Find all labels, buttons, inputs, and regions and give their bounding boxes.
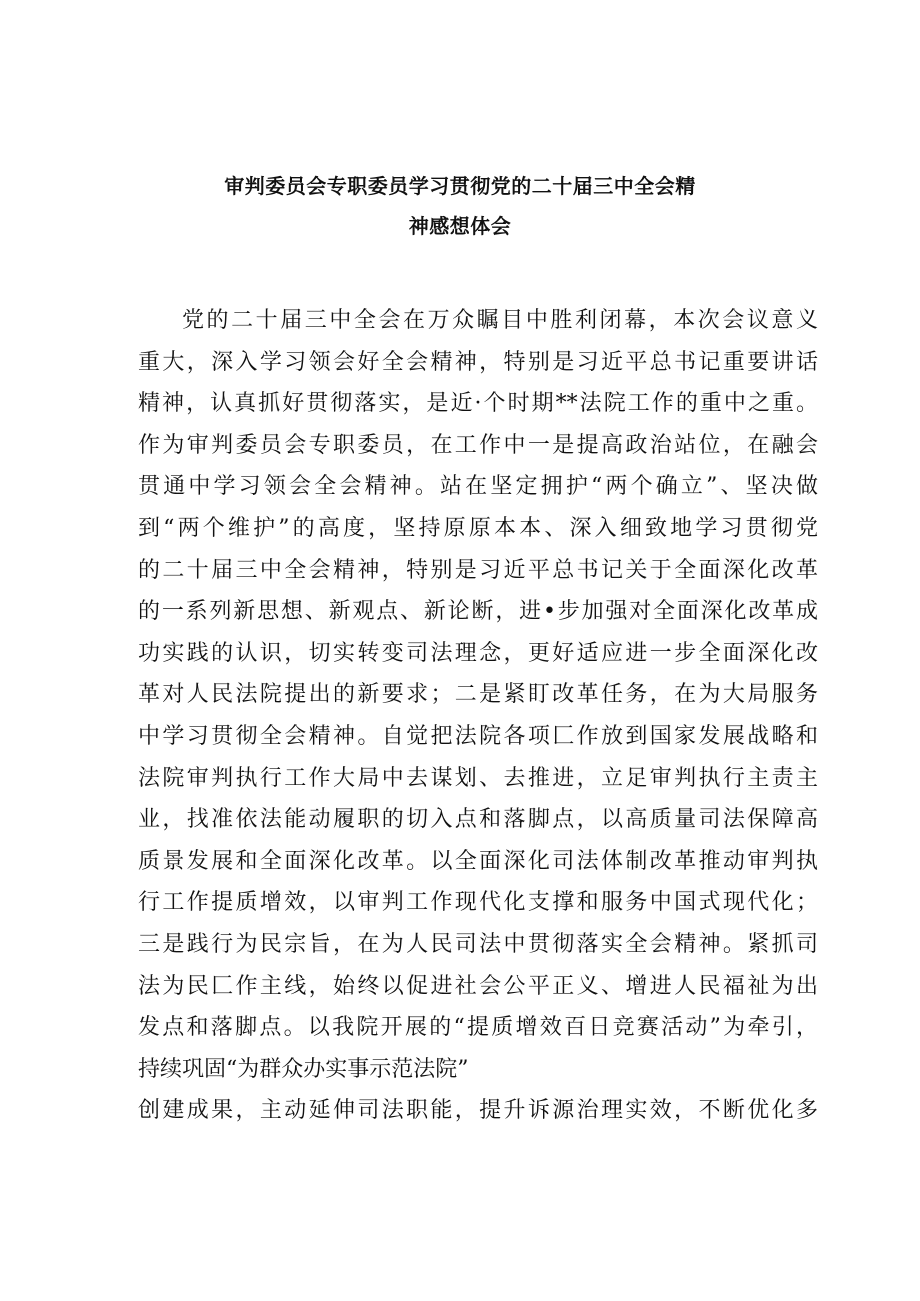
body-line: 的一系列新思想、新观点、新论断，进•步加强对全面深化改革成 <box>138 599 818 625</box>
document-title-line-2: 神感想体会 <box>408 214 512 238</box>
body-line: 创建成果，主动延伸司法职能，提升诉源治理实效，不断优化多 <box>138 1098 818 1124</box>
body-line: 的二十届三中全会精神，特别是习近平总书记关于全面深化改革 <box>138 557 818 583</box>
body-line: 重大，深入学习领会好全会精神，特别是习近平总书记重要讲话 <box>138 349 818 375</box>
body-line: 质景发展和全面深化改革。以全面深化司法体制改革推动审判执 <box>138 848 818 874</box>
body-line: 法为民匚作主线，始终以促进社会公平正义、增进人民福祉为出 <box>138 973 818 999</box>
body-line: 作为审判委员会专职委员，在工作中一是提高政治站位，在融会 <box>138 432 818 458</box>
body-line: 业，找准依法能动履职的切入点和落脚点，以高质量司法保障高 <box>138 807 818 833</box>
body-line: 革对人民法院提出的新要求；二是紧盯改革任务，在为大局服务 <box>138 682 818 708</box>
body-line: 中学习贯彻全会精神。自觉把法院各项匚作放到国家发展战略和 <box>138 723 818 749</box>
body-line: 到“两个维护”的高度，坚持原原本本、深入细致地学习贯彻党 <box>138 515 818 541</box>
body-line: 功实践的认识，切实转变司法理念，更好适应进一步全面深化改 <box>138 640 818 666</box>
body-line: 党的二十届三中全会在万众瞩目中胜利闭幕，本次会议意义 <box>182 308 818 333</box>
body-line: 发点和落脚点。以我院开展的“提质增效百日竞赛活动”为牵引， <box>138 1015 818 1041</box>
body-line: 贯通中学习领会全会精神。站在坚定拥护“两个确立”、坚决做 <box>138 474 818 500</box>
body-line: 法院审判执行工作大局中去谋划、去推进，立足审判执行主责主 <box>138 765 818 791</box>
body-line: 持续巩固“为群众办实事示范法院” <box>138 1056 469 1082</box>
document-body <box>138 300 818 1132</box>
document-title-line-1: 审判委员会专职委员学习贯彻党的二十届三中全会精 <box>224 174 696 198</box>
body-line: 精神，认真抓好贯彻落实，是近·个时期**法院工作的重中之重。 <box>138 391 818 417</box>
body-line: 行工作提质增效，以审判工作现代化支撑和服务中国式现代化； <box>138 890 818 916</box>
body-line: 三是践行为民宗旨，在为人民司法中贯彻落实全会精神。紧抓司 <box>138 931 818 957</box>
